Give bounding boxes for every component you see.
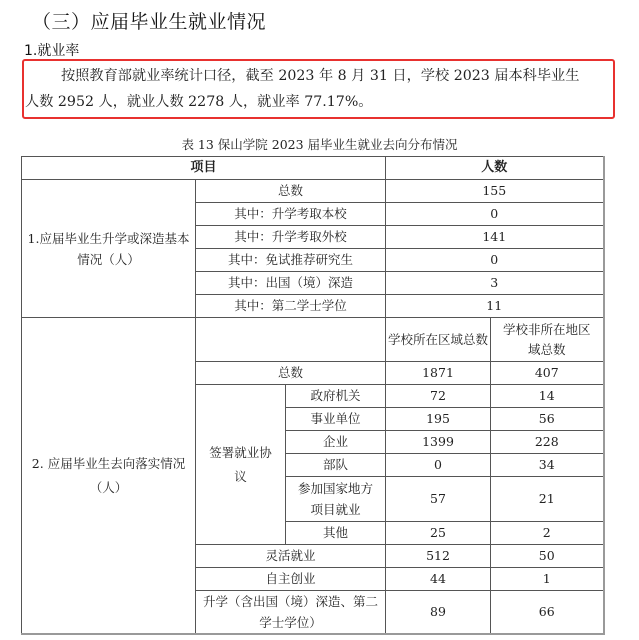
table-cell-value: 228	[491, 431, 604, 454]
table-cell-value: 11	[386, 295, 604, 318]
table-row-label: 自主创业	[196, 568, 386, 591]
table-row-label: 总数	[196, 180, 386, 203]
table-cell-value: 512	[386, 545, 491, 568]
table-row-label: 总数	[196, 362, 386, 385]
table-cell-value: 1399	[386, 431, 491, 454]
header-item: 项目	[22, 157, 386, 180]
table-cell-value: 21	[491, 477, 604, 522]
table-cell-value: 57	[386, 477, 491, 522]
employment-rate-paragraph: 按照教育部就业率统计口径，截至 2023 年 8 月 31 日，学校 2023 届本科毕业生人数 2952 人，就业人数 2278 人，就业率 77.17%。	[25, 68, 580, 110]
table-cell-value: 56	[491, 408, 604, 431]
blank-header-cell	[196, 318, 386, 362]
table-cell-value: 0	[386, 249, 604, 272]
col-header-local: 学校所在区域总数	[386, 318, 491, 362]
table-row-label: 其中：升学考取本校	[196, 203, 386, 226]
signed-agreement-label: 签署就业协议	[196, 385, 286, 545]
table-cell-value: 72	[386, 385, 491, 408]
employment-destination-table	[21, 156, 605, 635]
subsection-title: 1.就业率	[24, 43, 80, 59]
table-row-label: 企业	[286, 431, 386, 454]
table-caption: 表 13 保山学院 2023 届毕业生就业去向分布情况	[181, 137, 458, 152]
table-row-label: 其中：第二学士学位	[196, 295, 386, 318]
table-cell-value: 407	[491, 362, 604, 385]
section-title: （三）应届毕业生就业情况	[32, 11, 267, 33]
table-row-label: 灵活就业	[196, 545, 386, 568]
table-cell-value: 34	[491, 454, 604, 477]
table-cell-value: 25	[386, 522, 491, 545]
table-cell-value: 141	[386, 226, 604, 249]
table-cell-value: 66	[491, 591, 604, 635]
table-row-label: 其中：出国（境）深造	[196, 272, 386, 295]
table-cell-value: 2	[491, 522, 604, 545]
table-cell-value: 3	[386, 272, 604, 295]
table-cell-value: 155	[386, 180, 604, 203]
table-cell-value: 50	[491, 545, 604, 568]
table-row-label: 其他	[286, 522, 386, 545]
table-cell-value: 1	[491, 568, 604, 591]
col-header-nonlocal: 学校非所在地区域总数	[491, 318, 604, 362]
table-cell-value: 0	[386, 454, 491, 477]
header-count: 人数	[386, 157, 604, 180]
group2-label: 2. 应届毕业生去向落实情况（人）	[22, 318, 196, 635]
group1-label: 1.应届毕业生升学或深造基本情况（人）	[22, 180, 196, 318]
table-cell-value: 195	[386, 408, 491, 431]
table-row-label: 部队	[286, 454, 386, 477]
table-row-label: 其中：升学考取外校	[196, 226, 386, 249]
table-cell-value: 89	[386, 591, 491, 635]
table-cell-value: 14	[491, 385, 604, 408]
table-row-label: 其中：免试推荐研究生	[196, 249, 386, 272]
table-cell-value: 0	[386, 203, 604, 226]
table-row-label: 事业单位	[286, 408, 386, 431]
table-cell-value: 1871	[386, 362, 491, 385]
table-row-label: 参加国家地方项目就业	[286, 477, 386, 522]
table-row-label: 升学（含出国（境）深造、第二学士学位）	[196, 591, 386, 635]
table-cell-value: 44	[386, 568, 491, 591]
table-row-label: 政府机关	[286, 385, 386, 408]
